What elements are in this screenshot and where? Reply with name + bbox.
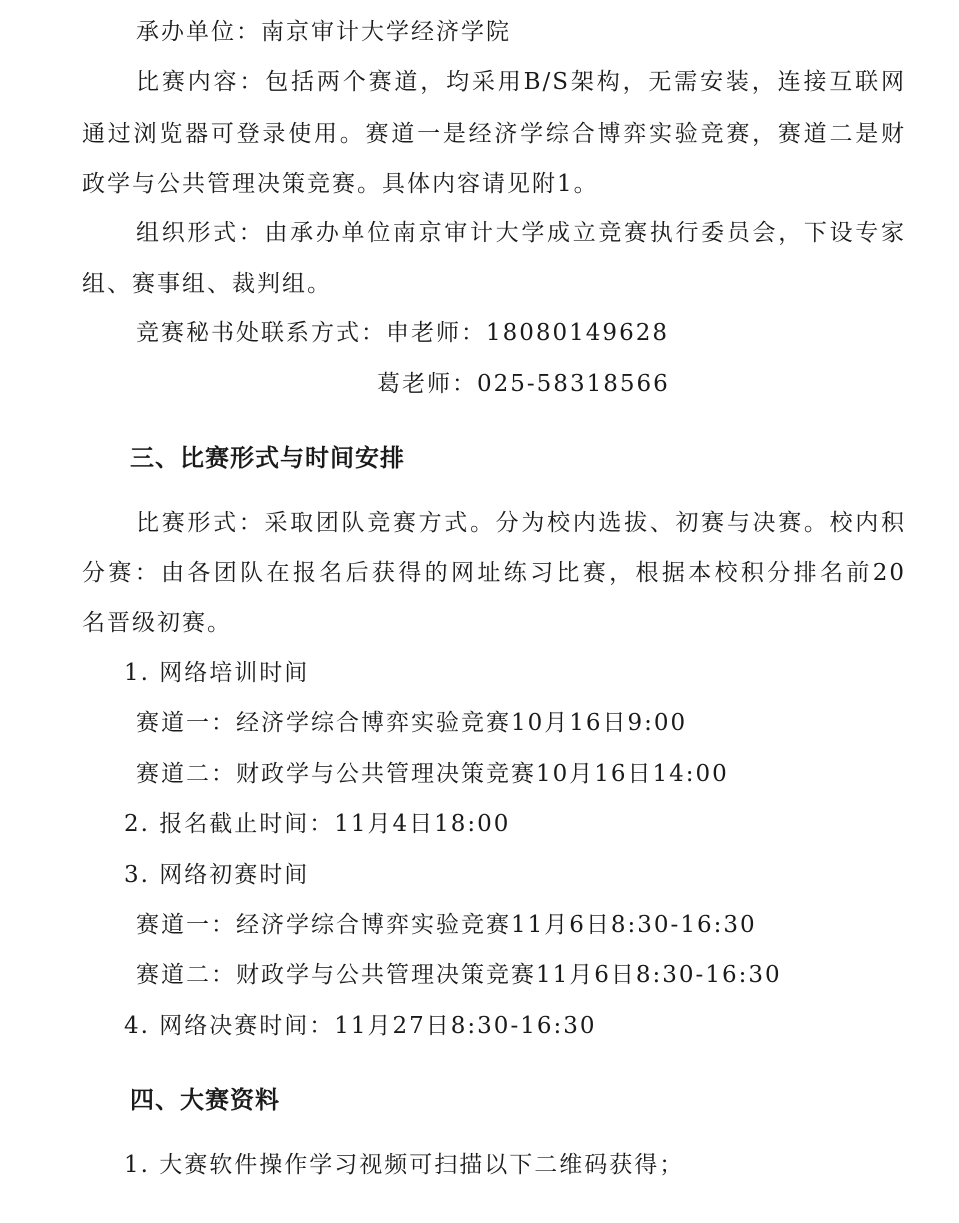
- content-line-1: 比赛内容：包括两个赛道，均采用B/S架构，无需安装，连接互联网: [136, 69, 906, 95]
- organizer-line: 承办单位：南京审计大学经济学院: [136, 19, 511, 45]
- deadline-line: 2. 报名截止时间：11月4日18:00: [124, 811, 511, 837]
- final-line: 4. 网络决赛时间：11月27日8:30-16:30: [124, 1013, 597, 1039]
- organization-line-2: 组、赛事组、裁判组。: [82, 271, 332, 297]
- training-title: 1. 网络培训时间: [124, 660, 310, 686]
- content-line-3: 政学与公共管理决策竞赛。具体内容请见附1。: [82, 171, 599, 197]
- organization-line-1: 组织形式：由承办单位南京审计大学成立竞赛执行委员会，下设专家: [136, 220, 906, 246]
- materials-item-1: 1. 大赛软件操作学习视频可扫描以下二维码获得；: [124, 1152, 685, 1178]
- training-track-1: 赛道一：经济学综合博弈实验竞赛10月16日9:00: [136, 710, 688, 736]
- prelim-title: 3. 网络初赛时间: [124, 862, 310, 888]
- section-heading-4: 四、大赛资料: [130, 1086, 280, 1114]
- form-line-3: 名晋级初赛。: [82, 610, 232, 636]
- form-line-1: 比赛形式：采取团队竞赛方式。分为校内选拔、初赛与决赛。校内积: [136, 510, 906, 536]
- section-heading-3: 三、比赛形式与时间安排: [130, 444, 405, 472]
- contact-line-2: 葛老师：025-58318566: [377, 371, 670, 397]
- training-track-2: 赛道二：财政学与公共管理决策竞赛10月16日14:00: [136, 761, 729, 787]
- contact-line-1: 竞赛秘书处联系方式：申老师：18080149628: [136, 320, 669, 346]
- content-line-2: 通过浏览器可登录使用。赛道一是经济学综合博弈实验竞赛，赛道二是财: [82, 121, 906, 147]
- prelim-track-1: 赛道一：经济学综合博弈实验竞赛11月6日8:30-16:30: [136, 912, 757, 938]
- form-line-2: 分赛：由各团队在报名后获得的网址练习比赛，根据本校积分排名前20: [82, 560, 906, 586]
- prelim-track-2: 赛道二：财政学与公共管理决策竞赛11月6日8:30-16:30: [136, 962, 782, 988]
